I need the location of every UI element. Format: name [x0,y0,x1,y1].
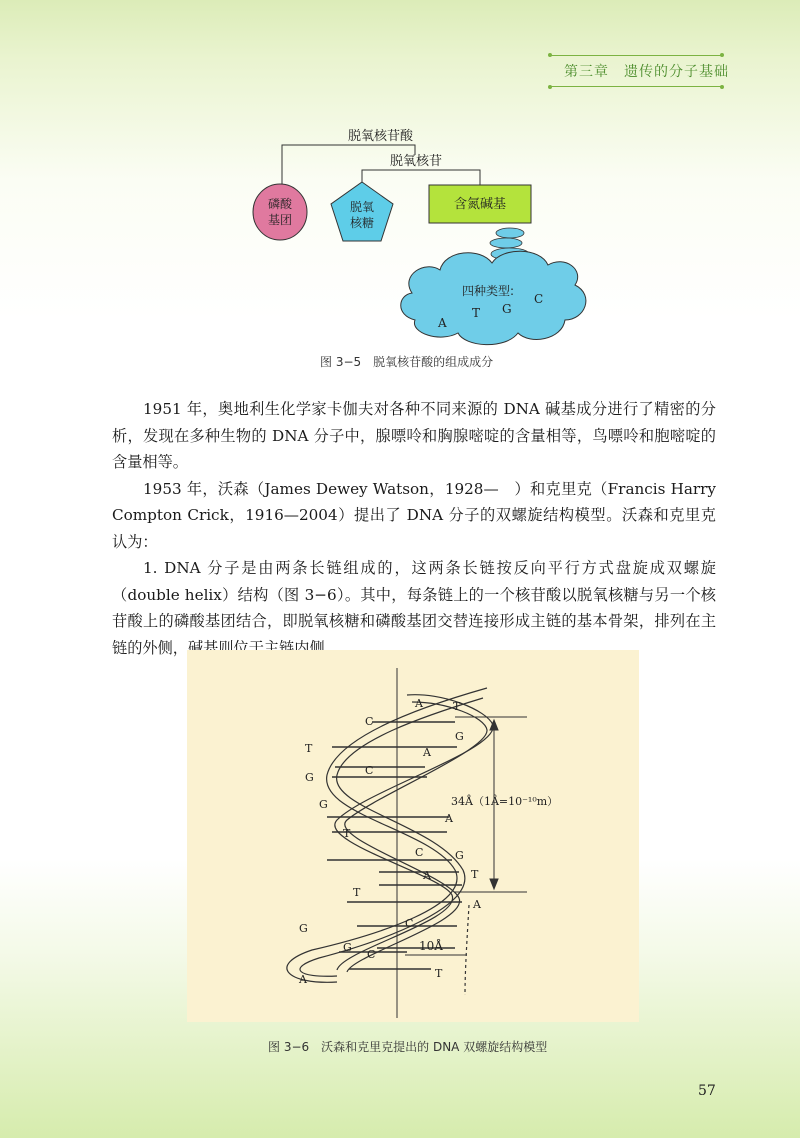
base-label: G [299,922,308,935]
nucleoside-label: 脱氧核苷 [390,154,443,169]
paragraph-double-helix: 1. DNA 分子是由两条长链组成的，这两条长链按反向平行方式盘旋成双螺旋（double helix）结构（图 3−6）。其中，每条链上的一个核苷酸以脱氧核糖与另一个核苷酸上的磷酸基团结合，即脱氧核糖和磷酸基团交替连接形成主链的基本骨架，排列在主链的外侧，碱基则位于主链内侧。 [112,559,716,657]
figure-3-5-diagram [240,115,600,350]
base-label: C [365,764,374,777]
width-label: 10Å [419,939,443,953]
base-type-g: G [502,302,512,316]
base-type-t: T [472,306,481,320]
base-label: C [367,948,376,961]
base-types-label: 四种类型: [462,284,515,298]
figure-3-5-caption: 图 3−5 脱氧核苷酸的组成成分 [320,355,494,369]
sugar-label-2: 核糖 [349,216,375,230]
body-text [112,396,716,661]
phosphate-label-1: 磷酸 [267,197,293,211]
figure-3-6-dna-helix [187,650,639,1022]
base-label: A [473,898,481,911]
chapter-number: 第三章 [564,64,609,80]
base-label: A [423,869,431,882]
header-dot [720,53,724,57]
page-number: 57 [698,1083,716,1099]
base-label: 含氮碱基 [453,197,507,212]
base-label: T [353,886,361,899]
header-rule-top [550,55,722,56]
paragraph-watson-crick: 1953 年，沃森（James Dewey Watson，1928— ）和克里克（Francis Harry Compton Crick，1916—2004）提出了 DNA 分子的双螺旋结构模型。沃森和克里克认为： [112,479,716,551]
pitch-label: 34Å（1Å=10⁻¹⁰m） [451,795,559,808]
nucleoside-bracket [362,170,480,185]
base-label: T [453,700,461,713]
chapter-name: 遗传的分子基础 [624,64,729,80]
helix-edge-dashed [465,905,469,995]
base-label: G [455,849,464,862]
base-label: T [305,742,313,755]
base-label: G [319,798,328,811]
chapter-header [550,55,729,87]
base-label: T [343,827,351,840]
base-label: A [423,746,431,759]
sugar-label-1: 脱氧 [349,200,375,214]
base-type-c: C [534,292,544,306]
base-label: C [405,917,414,930]
base-label: A [415,697,423,710]
header-rule-bottom [550,86,722,87]
thought-bubble [490,238,522,248]
figure-3-6-caption: 图 3−6 沃森和克里克提出的 DNA 双螺旋结构模型 [268,1040,548,1054]
chapter-title [564,61,729,81]
backbone-strand-2-inner [345,702,487,972]
base-label: T [471,868,479,881]
thought-bubble [496,228,524,238]
header-dot [548,85,552,89]
phosphate-label-2: 基团 [267,213,293,227]
nucleotide-label: 脱氧核苷酸 [348,129,414,144]
base-label: G [455,730,464,743]
base-type-a: A [438,316,447,330]
header-dot [548,53,552,57]
paragraph-chargaff: 1951 年，奥地利生化学家卡伽夫对各种不同来源的 DNA 碱基成分进行了精密的分析，发现在多种生物的 DNA 分子中，腺嘌呤和胸腺嘧啶的含量相等，鸟嘌呤和胞嘧啶的含量相等。 [112,400,716,471]
base-label: T [435,967,443,980]
phosphate-circle [253,184,307,240]
base-label: C [415,846,424,859]
base-label: A [299,973,307,986]
base-label: C [365,715,374,728]
base-label: A [445,812,453,825]
pitch-arrowhead-down [490,879,498,889]
base-label: G [343,941,352,954]
base-label: G [305,771,314,784]
base-labels [298,697,482,986]
header-dot [720,85,724,89]
